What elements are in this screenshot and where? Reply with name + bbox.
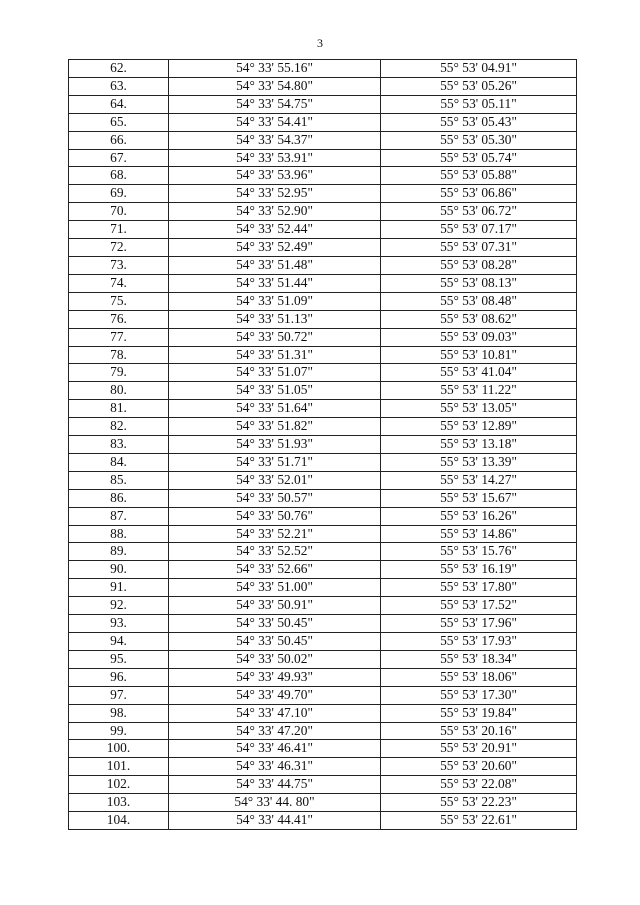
longitude-cell: 55° 53' 17.30" bbox=[381, 686, 577, 704]
longitude-cell: 55° 53' 18.06" bbox=[381, 668, 577, 686]
longitude-cell: 55° 53' 11.22" bbox=[381, 382, 577, 400]
latitude-cell: 54° 33' 44.41" bbox=[169, 812, 381, 830]
coordinates-table-body bbox=[69, 60, 577, 830]
table-row bbox=[69, 579, 577, 597]
latitude-cell: 54° 33' 51.48" bbox=[169, 256, 381, 274]
latitude-cell: 54° 33' 52.66" bbox=[169, 561, 381, 579]
page-number: 3 bbox=[317, 36, 323, 50]
longitude-cell: 55° 53' 18.34" bbox=[381, 650, 577, 668]
table-row bbox=[69, 400, 577, 418]
table-row bbox=[69, 543, 577, 561]
latitude-cell: 54° 33' 46.31" bbox=[169, 758, 381, 776]
latitude-cell: 54° 33' 50.72" bbox=[169, 328, 381, 346]
table-row bbox=[69, 221, 577, 239]
latitude-cell: 54° 33' 54.80" bbox=[169, 77, 381, 95]
point-number-cell: 102. bbox=[69, 776, 169, 794]
table-row bbox=[69, 203, 577, 221]
longitude-cell: 55° 53' 05.43" bbox=[381, 113, 577, 131]
table-row bbox=[69, 77, 577, 95]
longitude-cell: 55° 53' 05.26" bbox=[381, 77, 577, 95]
latitude-cell: 54° 33' 50.91" bbox=[169, 597, 381, 615]
table-row bbox=[69, 561, 577, 579]
point-number-cell: 80. bbox=[69, 382, 169, 400]
longitude-cell: 55° 53' 17.93" bbox=[381, 633, 577, 651]
table-row bbox=[69, 633, 577, 651]
longitude-cell: 55° 53' 15.76" bbox=[381, 543, 577, 561]
longitude-cell: 55° 53' 08.62" bbox=[381, 310, 577, 328]
latitude-cell: 54° 33' 44.75" bbox=[169, 776, 381, 794]
table-row bbox=[69, 740, 577, 758]
point-number-cell: 96. bbox=[69, 668, 169, 686]
longitude-cell: 55° 53' 09.03" bbox=[381, 328, 577, 346]
longitude-cell: 55° 53' 07.31" bbox=[381, 239, 577, 257]
longitude-cell: 55° 53' 05.11" bbox=[381, 95, 577, 113]
coordinates-table bbox=[68, 59, 577, 830]
latitude-cell: 54° 33' 51.82" bbox=[169, 418, 381, 436]
table-row bbox=[69, 453, 577, 471]
latitude-cell: 54° 33' 51.00" bbox=[169, 579, 381, 597]
latitude-cell: 54° 33' 50.02" bbox=[169, 650, 381, 668]
longitude-cell: 55° 53' 08.13" bbox=[381, 274, 577, 292]
point-number-cell: 99. bbox=[69, 722, 169, 740]
latitude-cell: 54° 33' 52.90" bbox=[169, 203, 381, 221]
latitude-cell: 54° 33' 51.93" bbox=[169, 436, 381, 454]
point-number-cell: 86. bbox=[69, 489, 169, 507]
point-number-cell: 89. bbox=[69, 543, 169, 561]
table-row bbox=[69, 113, 577, 131]
longitude-cell: 55° 53' 08.28" bbox=[381, 256, 577, 274]
point-number-cell: 70. bbox=[69, 203, 169, 221]
point-number-cell: 97. bbox=[69, 686, 169, 704]
point-number-cell: 69. bbox=[69, 185, 169, 203]
latitude-cell: 54° 33' 54.41" bbox=[169, 113, 381, 131]
longitude-cell: 55° 53' 13.18" bbox=[381, 436, 577, 454]
point-number-cell: 81. bbox=[69, 400, 169, 418]
latitude-cell: 54° 33' 52.95" bbox=[169, 185, 381, 203]
table-row bbox=[69, 525, 577, 543]
longitude-cell: 55° 53' 22.08" bbox=[381, 776, 577, 794]
latitude-cell: 54° 33' 50.76" bbox=[169, 507, 381, 525]
table-row bbox=[69, 615, 577, 633]
longitude-cell: 55° 53' 14.27" bbox=[381, 471, 577, 489]
latitude-cell: 54° 33' 52.49" bbox=[169, 239, 381, 257]
point-number-cell: 83. bbox=[69, 436, 169, 454]
latitude-cell: 54° 33' 47.10" bbox=[169, 704, 381, 722]
table-row bbox=[69, 418, 577, 436]
point-number-cell: 76. bbox=[69, 310, 169, 328]
point-number-cell: 82. bbox=[69, 418, 169, 436]
latitude-cell: 54° 33' 51.31" bbox=[169, 346, 381, 364]
latitude-cell: 54° 33' 54.75" bbox=[169, 95, 381, 113]
longitude-cell: 55° 53' 41.04" bbox=[381, 364, 577, 382]
table-row bbox=[69, 597, 577, 615]
longitude-cell: 55° 53' 05.30" bbox=[381, 131, 577, 149]
point-number-cell: 63. bbox=[69, 77, 169, 95]
point-number-cell: 73. bbox=[69, 256, 169, 274]
latitude-cell: 54° 33' 54.37" bbox=[169, 131, 381, 149]
longitude-cell: 55° 53' 10.81" bbox=[381, 346, 577, 364]
table-row bbox=[69, 292, 577, 310]
longitude-cell: 55° 53' 05.74" bbox=[381, 149, 577, 167]
longitude-cell: 55° 53' 22.23" bbox=[381, 794, 577, 812]
table-row bbox=[69, 185, 577, 203]
longitude-cell: 55° 53' 14.86" bbox=[381, 525, 577, 543]
table-row bbox=[69, 507, 577, 525]
point-number-cell: 91. bbox=[69, 579, 169, 597]
longitude-cell: 55° 53' 22.61" bbox=[381, 812, 577, 830]
table-row bbox=[69, 239, 577, 257]
point-number-cell: 92. bbox=[69, 597, 169, 615]
table-row bbox=[69, 650, 577, 668]
table-row bbox=[69, 722, 577, 740]
point-number-cell: 66. bbox=[69, 131, 169, 149]
longitude-cell: 55° 53' 13.39" bbox=[381, 453, 577, 471]
longitude-cell: 55° 53' 13.05" bbox=[381, 400, 577, 418]
table-row bbox=[69, 704, 577, 722]
point-number-cell: 71. bbox=[69, 221, 169, 239]
table-row bbox=[69, 436, 577, 454]
table-row bbox=[69, 346, 577, 364]
longitude-cell: 55° 53' 19.84" bbox=[381, 704, 577, 722]
latitude-cell: 54° 33' 53.91" bbox=[169, 149, 381, 167]
longitude-cell: 55° 53' 20.91" bbox=[381, 740, 577, 758]
longitude-cell: 55° 53' 16.26" bbox=[381, 507, 577, 525]
point-number-cell: 90. bbox=[69, 561, 169, 579]
longitude-cell: 55° 53' 17.96" bbox=[381, 615, 577, 633]
point-number-cell: 78. bbox=[69, 346, 169, 364]
latitude-cell: 54° 33' 51.71" bbox=[169, 453, 381, 471]
point-number-cell: 74. bbox=[69, 274, 169, 292]
longitude-cell: 55° 53' 06.72" bbox=[381, 203, 577, 221]
latitude-cell: 54° 33' 52.21" bbox=[169, 525, 381, 543]
point-number-cell: 67. bbox=[69, 149, 169, 167]
longitude-cell: 55° 53' 07.17" bbox=[381, 221, 577, 239]
longitude-cell: 55° 53' 16.19" bbox=[381, 561, 577, 579]
point-number-cell: 104. bbox=[69, 812, 169, 830]
longitude-cell: 55° 53' 17.80" bbox=[381, 579, 577, 597]
table-row bbox=[69, 489, 577, 507]
table-row bbox=[69, 95, 577, 113]
latitude-cell: 54° 33' 50.45" bbox=[169, 615, 381, 633]
point-number-cell: 85. bbox=[69, 471, 169, 489]
point-number-cell: 68. bbox=[69, 167, 169, 185]
latitude-cell: 54° 33' 46.41" bbox=[169, 740, 381, 758]
table-row bbox=[69, 310, 577, 328]
point-number-cell: 65. bbox=[69, 113, 169, 131]
latitude-cell: 54° 33' 47.20" bbox=[169, 722, 381, 740]
point-number-cell: 84. bbox=[69, 453, 169, 471]
longitude-cell: 55° 53' 17.52" bbox=[381, 597, 577, 615]
latitude-cell: 54° 33' 53.96" bbox=[169, 167, 381, 185]
table-row bbox=[69, 328, 577, 346]
table-row bbox=[69, 668, 577, 686]
longitude-cell: 55° 53' 04.91" bbox=[381, 60, 577, 78]
table-row bbox=[69, 167, 577, 185]
longitude-cell: 55° 53' 12.89" bbox=[381, 418, 577, 436]
table-row bbox=[69, 274, 577, 292]
latitude-cell: 54° 33' 52.52" bbox=[169, 543, 381, 561]
latitude-cell: 54° 33' 51.64" bbox=[169, 400, 381, 418]
table-row bbox=[69, 776, 577, 794]
longitude-cell: 55° 53' 20.16" bbox=[381, 722, 577, 740]
latitude-cell: 54° 33' 52.44" bbox=[169, 221, 381, 239]
table-row bbox=[69, 758, 577, 776]
point-number-cell: 79. bbox=[69, 364, 169, 382]
point-number-cell: 93. bbox=[69, 615, 169, 633]
point-number-cell: 62. bbox=[69, 60, 169, 78]
latitude-cell: 54° 33' 50.45" bbox=[169, 633, 381, 651]
latitude-cell: 54° 33' 50.57" bbox=[169, 489, 381, 507]
latitude-cell: 54° 33' 51.13" bbox=[169, 310, 381, 328]
table-row bbox=[69, 812, 577, 830]
point-number-cell: 77. bbox=[69, 328, 169, 346]
point-number-cell: 103. bbox=[69, 794, 169, 812]
table-row bbox=[69, 131, 577, 149]
latitude-cell: 54° 33' 51.09" bbox=[169, 292, 381, 310]
table-row bbox=[69, 364, 577, 382]
point-number-cell: 75. bbox=[69, 292, 169, 310]
longitude-cell: 55° 53' 06.86" bbox=[381, 185, 577, 203]
point-number-cell: 98. bbox=[69, 704, 169, 722]
table-row bbox=[69, 471, 577, 489]
table-row bbox=[69, 60, 577, 78]
table-row bbox=[69, 794, 577, 812]
latitude-cell: 54° 33' 49.93" bbox=[169, 668, 381, 686]
point-number-cell: 94. bbox=[69, 633, 169, 651]
latitude-cell: 54° 33' 44. 80" bbox=[169, 794, 381, 812]
table-row bbox=[69, 149, 577, 167]
table-row bbox=[69, 382, 577, 400]
latitude-cell: 54° 33' 51.44" bbox=[169, 274, 381, 292]
latitude-cell: 54° 33' 51.07" bbox=[169, 364, 381, 382]
latitude-cell: 54° 33' 55.16" bbox=[169, 60, 381, 78]
point-number-cell: 72. bbox=[69, 239, 169, 257]
latitude-cell: 54° 33' 52.01" bbox=[169, 471, 381, 489]
point-number-cell: 87. bbox=[69, 507, 169, 525]
point-number-cell: 101. bbox=[69, 758, 169, 776]
longitude-cell: 55° 53' 15.67" bbox=[381, 489, 577, 507]
point-number-cell: 88. bbox=[69, 525, 169, 543]
point-number-cell: 100. bbox=[69, 740, 169, 758]
point-number-cell: 64. bbox=[69, 95, 169, 113]
latitude-cell: 54° 33' 51.05" bbox=[169, 382, 381, 400]
longitude-cell: 55° 53' 08.48" bbox=[381, 292, 577, 310]
longitude-cell: 55° 53' 05.88" bbox=[381, 167, 577, 185]
longitude-cell: 55° 53' 20.60" bbox=[381, 758, 577, 776]
point-number-cell: 95. bbox=[69, 650, 169, 668]
latitude-cell: 54° 33' 49.70" bbox=[169, 686, 381, 704]
table-row bbox=[69, 256, 577, 274]
table-row bbox=[69, 686, 577, 704]
